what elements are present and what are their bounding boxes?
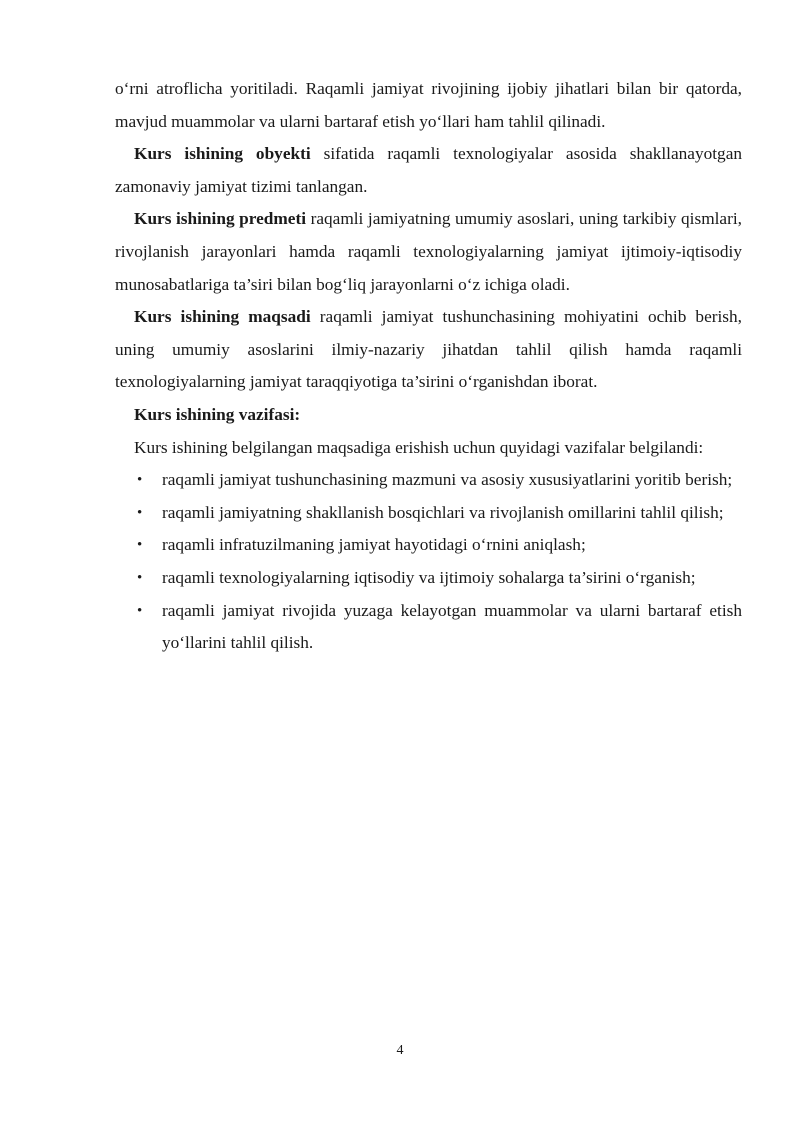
goal-text: raqamli jamiyat tushunchasining mohiyatini ochib berish, uning umumiy asoslarini ilmiy-nazariy jihatdan tahlil qilish hamda raqamli texnologiyalarning jamiyat taraqqiyotiga ta’sirini o‘rganishdan iborat. [115, 307, 742, 392]
bullet-icon: • [137, 504, 143, 521]
list-item [137, 529, 742, 562]
bullet-icon: • [137, 537, 143, 554]
goal-paragraph [115, 301, 742, 399]
object-text: sifatida raqamli texnologiyalar asosida shakllanayotgan zamonaviy jamiyat tizimi tanlangan. [115, 144, 743, 196]
list-item [137, 497, 742, 530]
tasks-heading: Kurs ishining vazifasi: [134, 404, 301, 424]
list-item [137, 562, 742, 595]
object-label: Kurs ishining obyekti [134, 144, 311, 164]
bullet-icon: • [137, 569, 143, 586]
page-number: 4 [396, 1043, 404, 1058]
list-item [137, 595, 742, 660]
task-text: raqamli texnologiyalarning iqtisodiy va ijtimoiy sohalarga ta’sirini o‘rganish; [162, 567, 696, 587]
task-text: raqamli jamiyatning shakllanish bosqichlari va rivojlanish omillarini tahlil qilish; [162, 502, 724, 522]
subject-text: raqamli jamiyatning umumiy asoslari, uning tarkibiy qismlari, rivojlanish jarayonlari hamda raqamli texnologiyalarning jamiyat ijtimoiy-iqtisodiy munosabatlariga ta’siri bilan bog‘liq jarayonlarni o‘z ichiga oladi. [115, 209, 742, 294]
task-text: raqamli jamiyat tushunchasining mazmuni va asosiy xususiyatlarini yoritib berish; [162, 470, 733, 490]
task-text: raqamli jamiyat rivojida yuzaga kelayotgan muammolar va ularni bartaraf etish yo‘llarini tahlil qilish. [162, 600, 742, 653]
tasks-list [115, 464, 742, 660]
document-page [115, 73, 742, 660]
subject-paragraph [115, 203, 742, 301]
object-paragraph [115, 138, 742, 203]
bullet-icon: • [137, 602, 143, 619]
subject-label: Kurs ishining predmeti [134, 209, 307, 229]
bullet-icon: • [137, 472, 143, 489]
list-item [137, 464, 742, 497]
tasks-intro-paragraph: Kurs ishining belgilangan maqsadiga erishish uchun quyidagi vazifalar belgilandi: [134, 437, 704, 457]
task-text: raqamli infratuzilmaning jamiyat hayotidagi o‘rnini aniqlash; [162, 535, 586, 555]
goal-label: Kurs ishining maqsadi [134, 307, 311, 327]
intro-paragraph: o‘rni atroflicha yoritiladi. Raqamli jamiyat rivojining ijobiy jihatlari bilan bir qatorda, mavjud muammolar va ularni bartaraf etish yo‘llari ham tahlil qilinadi. [115, 79, 742, 131]
